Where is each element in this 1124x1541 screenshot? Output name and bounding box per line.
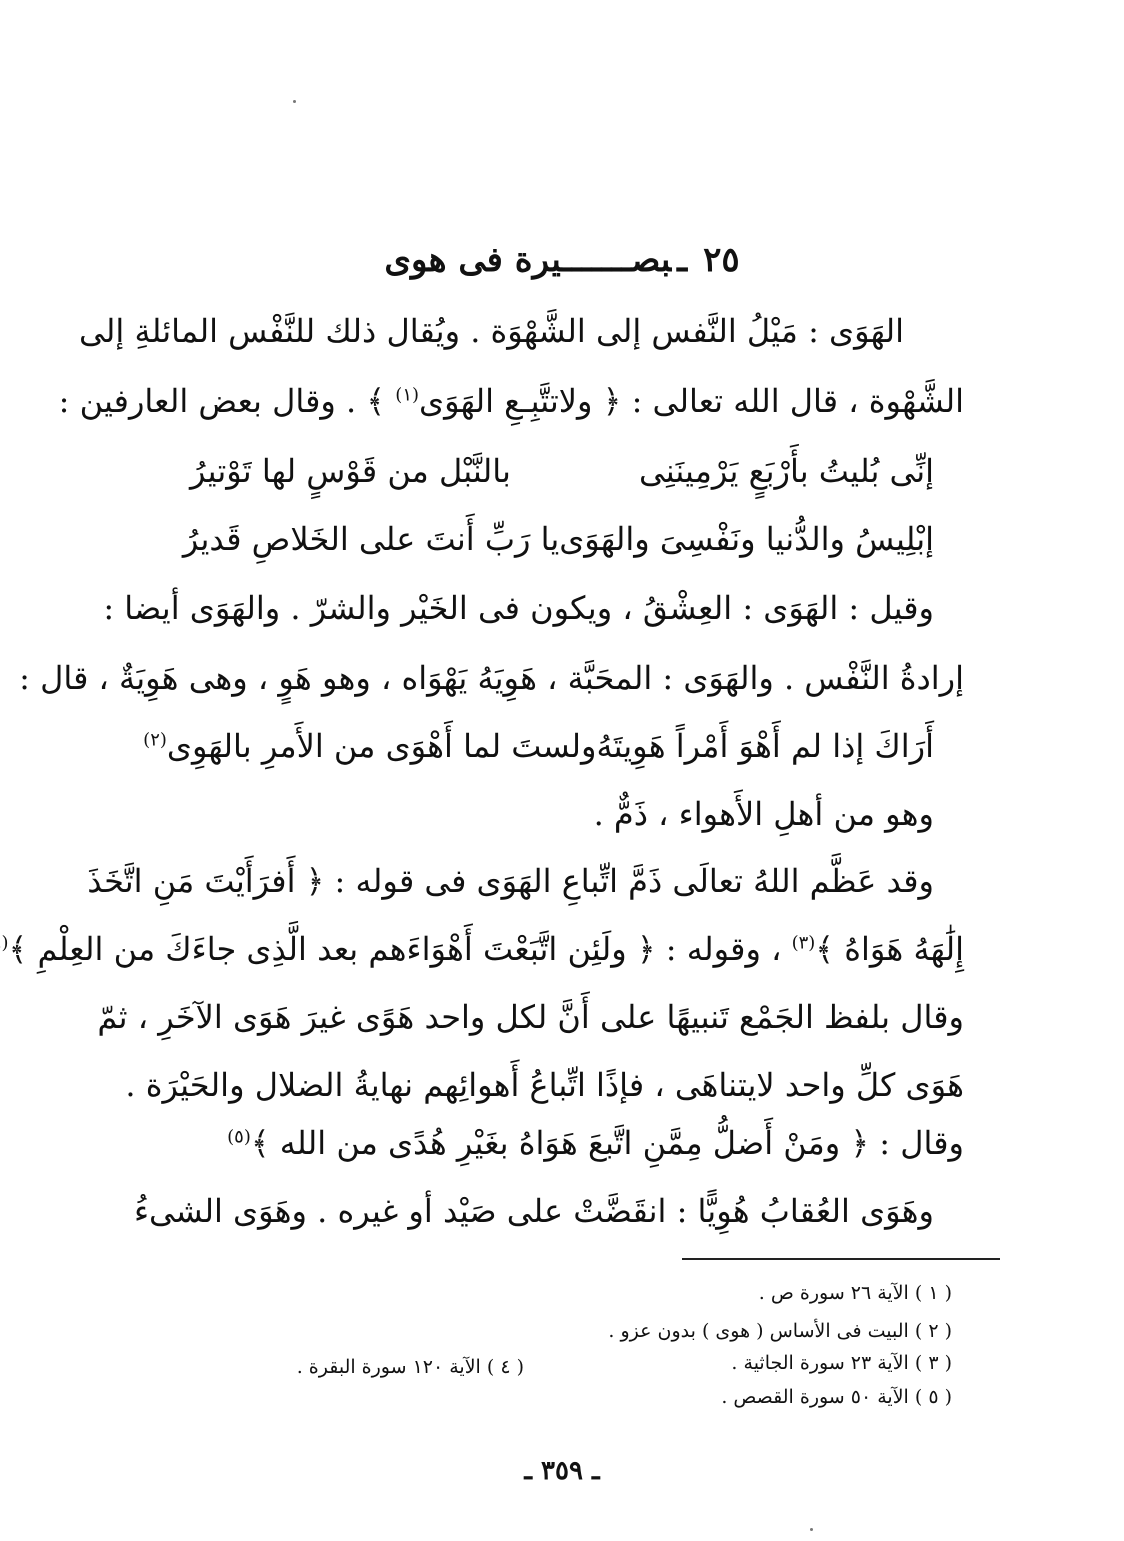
- text-line-para3-3: وقال بلفظ الجَمْع تَنبيهًا على أَنَّ لكل واحد هَوًى غيرَ هَوَى الآخَرِ ، ثمّ: [97, 998, 964, 1036]
- text-line-1: الهَوَى : مَيْلُ النَّفس إلى الشَّهْوَة . ويُقال ذلك للنَّفْس المائلةِ إلى: [78, 312, 904, 350]
- section-number: ٢٥: [703, 240, 740, 280]
- footnote-2: ( ٢ ) البيت فى الأساس ( هوى ) بدون عزو .: [608, 1320, 952, 1342]
- verse-2-right: إبْلِيسُ والدُّنيا ونَفْسِىَ والهَوَى: [559, 520, 934, 558]
- text-line-2: [58, 370, 964, 432]
- verse-1: [190, 440, 934, 502]
- footnote-1: ( ١ ) الآية ٢٦ سورة ص .: [758, 1282, 952, 1304]
- verse-1-right: إنِّى بُليتُ بأَرْبَعٍ يَرْمِينَنِى: [639, 452, 934, 490]
- text-line-2a: الشَّهْوة ، قال الله تعالى : ﴿ ولاتتَّبِـعِ الهَوَى: [419, 382, 964, 420]
- section-dash: ـ: [677, 240, 688, 280]
- section-title-part1: بصـــــــيرة: [514, 240, 672, 280]
- footnote-4: ( ٤ ) الآية ١٢٠ سورة البقرة .: [296, 1356, 524, 1378]
- footnote-ref-1: (١): [395, 384, 420, 406]
- footnote-3: ( ٣ ) الآية ٢٣ سورة الجاثية .: [731, 1352, 952, 1374]
- text-line-para3-5: [160, 1112, 964, 1174]
- verse-3: [143, 715, 934, 777]
- text-line-para3-4: هَوَى كلِّ واحد لايتناهَى ، فإذًا اتِّباعُ أَهوائِهم نهايةُ الضلال والحَيْرَة .: [125, 1066, 964, 1104]
- scan-speck: [810, 1528, 813, 1531]
- text-line-para2-2: إرادةُ النَّفْس . والهَوَى : المحَبَّة ، هَوِيَهُ يَهْوَاه ، وهو هَوٍ ، وهى هَوِيَةٌ ، قال :: [19, 659, 964, 697]
- footnote-5: ( ٥ ) الآية ٥٠ سورة القصص .: [721, 1386, 952, 1408]
- text-line-para2-1: وقيل : الهَوَى : العِشْقُ ، ويكون فى الخَيْر والشرّ . والهَوَى أيضا :: [103, 589, 934, 627]
- text-line-para3-2a: إِلَٰهَهُ هَوَاهُ ﴾: [815, 930, 964, 968]
- section-title-part2: فى هوى: [384, 240, 503, 280]
- verse-3-left-wrap: [143, 715, 596, 777]
- text-line-para2-end: وهو من أهلِ الأَهواء ، ذَمٌّ .: [593, 795, 934, 833]
- footnote-ref-3: (٣): [791, 932, 816, 954]
- text-line-para3-1: وقد عَظَّم اللهُ تعالَى ذَمَّ اتِّباعِ الهَوَى فى قوله : ﴿ أَفرَأَيْتَ مَنِ اتَّخَذَ: [87, 862, 934, 900]
- footnote-divider: [682, 1258, 1000, 1260]
- footnote-ref-5: (٥): [227, 1126, 251, 1148]
- page-number: ـ ٣٥٩ ـ: [524, 1456, 600, 1486]
- scan-speck: [293, 100, 296, 103]
- footnote-ref-4: (: [1, 932, 9, 954]
- text-line-para3-2b: ، وقوله : ﴿ ولَئِن اتَّبَعْتَ أَهْوَاءَهم بعد الَّذِى جاءَكَ من العِلْمِ ﴾: [8, 930, 782, 968]
- text-line-para4: وهَوَى العُقابُ هُوِيًّا : انقَضَّتْ على صَيْد أو غيره . وهَوَى الشىءُ: [133, 1192, 934, 1230]
- verse-1-left: بالنَّبْل من قَوْسٍ لها تَوْتيرُ: [190, 452, 511, 490]
- text-line-para3-5a: وقال : ﴿ ومَنْ أَضلُّ مِمَّنِ اتَّبعَ هَوَاهُ بغَيْرِ هُدًى من الله ﴾: [250, 1124, 964, 1162]
- text-line-2b: ﴾ . وقال بعض العارفين :: [58, 382, 386, 420]
- text-line-para3-2: [1, 918, 964, 980]
- section-heading: [0, 240, 1124, 280]
- verse-2-left: يا رَبِّ أَنتَ على الخَلاصِ قَديرُ: [182, 520, 560, 558]
- verse-3-right: أَرَاكَ إذا لم أَهْوَ أَمْراً هَوِيتَهُ: [596, 727, 934, 765]
- verse-3-left: ولستَ لما أَهْوَى من الأَمرِ بالهَوِى: [166, 727, 597, 765]
- verse-2: [182, 508, 934, 570]
- footnote-ref-2: (٢): [143, 729, 167, 751]
